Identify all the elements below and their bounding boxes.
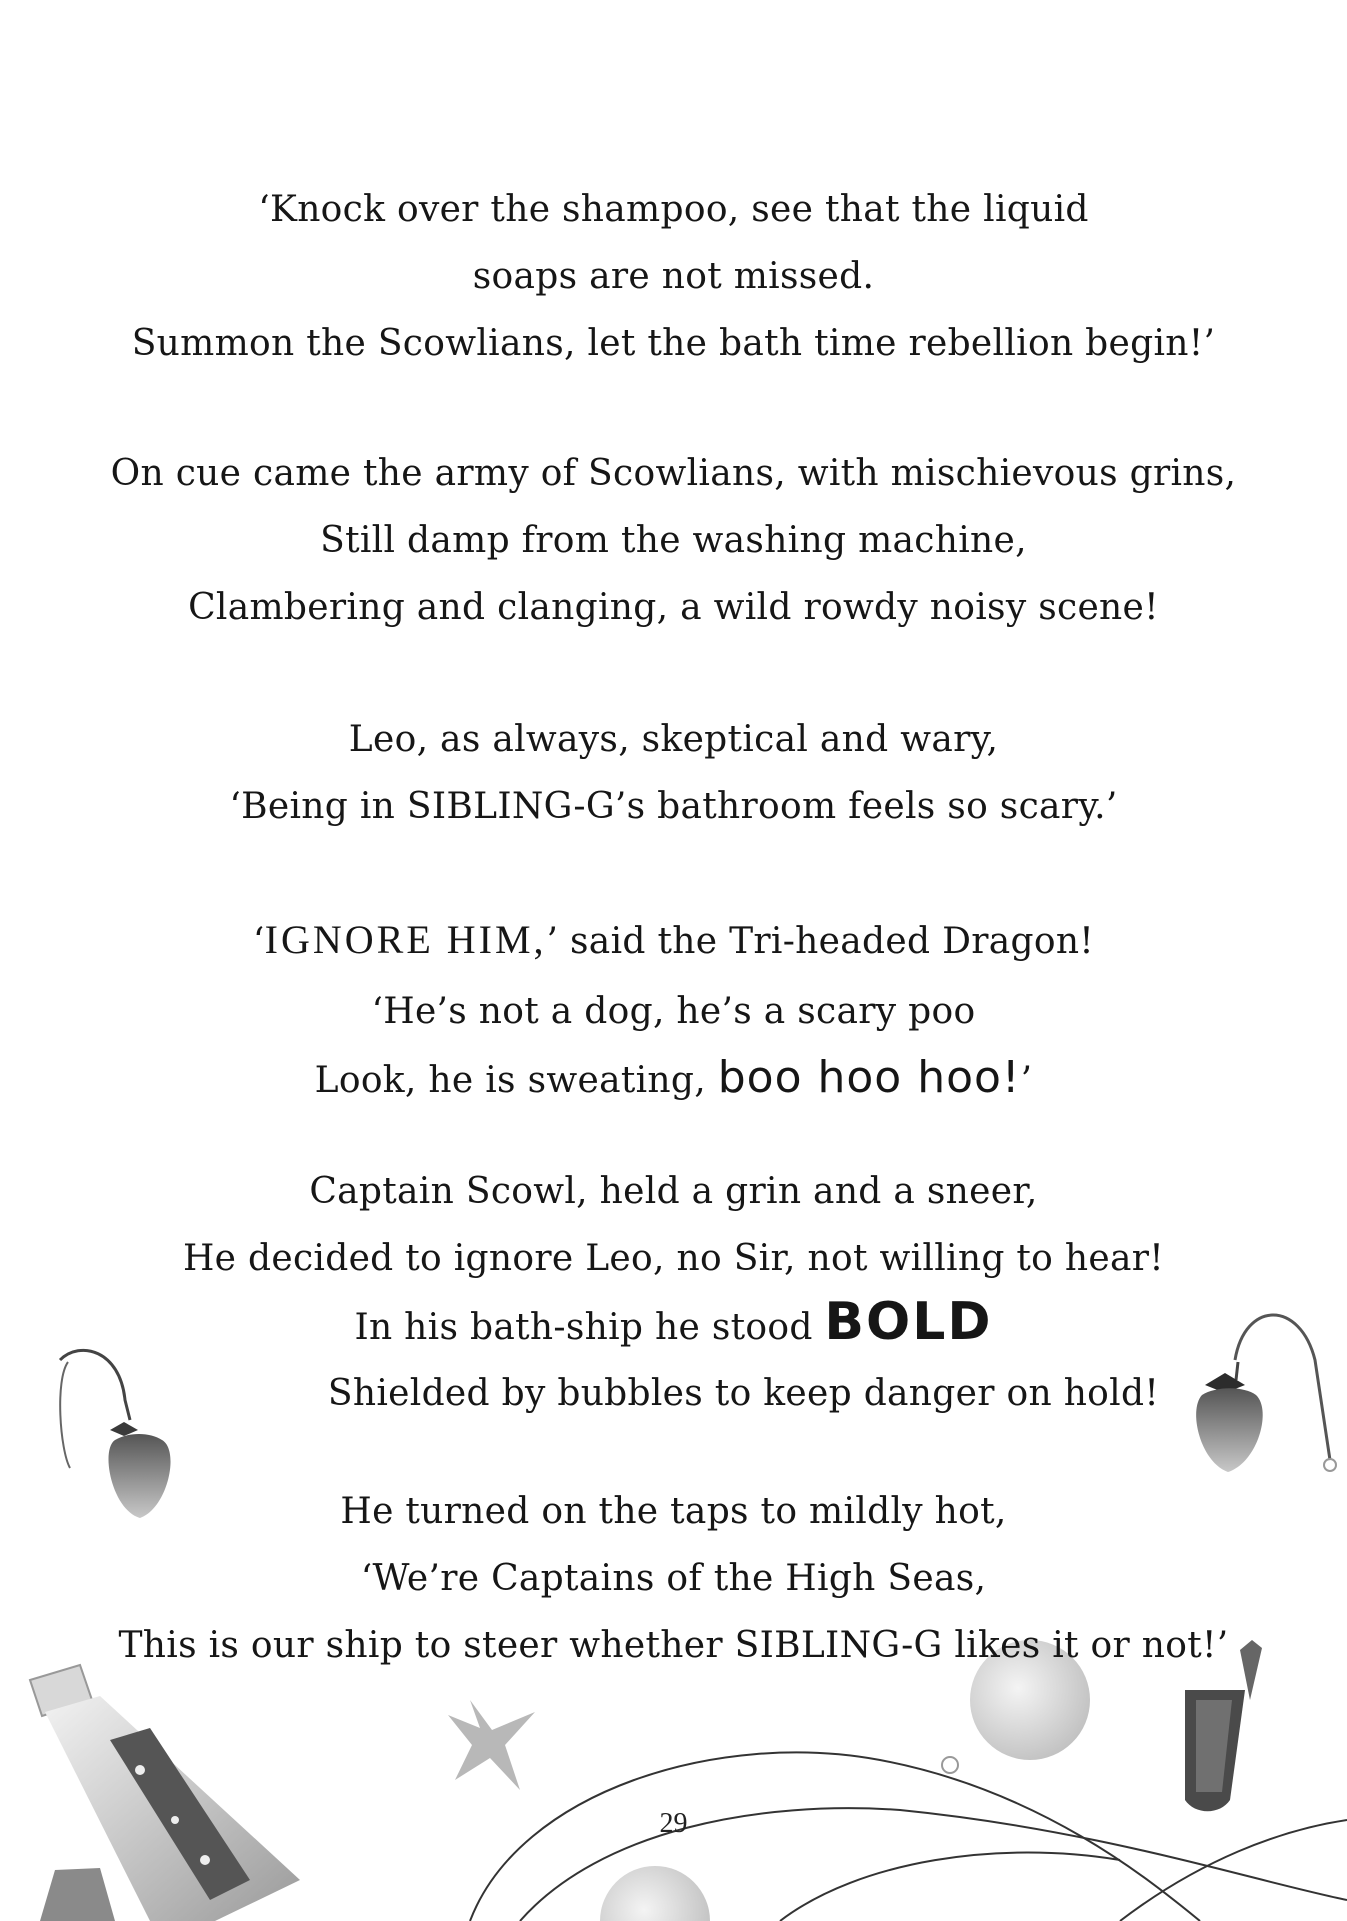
verse-line: On cue came the army of Scowlians, with mischievous grins, [110,453,1237,494]
verse-text: In his bath-ship he stood [354,1307,825,1348]
verse-line: Summon the Scowlians, let the bath time rebellion begin!’ [131,323,1216,364]
emphasis-text: boo hoo hoo! [717,1052,1021,1103]
verse-line: He decided to ignore Leo, no Sir, not willing to hear! [182,1238,1165,1279]
quote-mark: ’ [1020,1060,1033,1101]
verse-line: soaps are not missed. [472,256,875,297]
verse-line: Shielded by bubbles to keep danger on hold! [327,1373,1160,1414]
verse-line: ‘Being in SIBLING-G’s bathroom feels so scary.’ [229,786,1118,827]
brush-icon [40,1868,115,1921]
verse-line: This is our ship to steer whether SIBLING-G likes it or not!’ [118,1625,1229,1666]
quote-mark: ‘ [252,921,265,962]
verse-text: Look, he is sweating, [314,1060,718,1101]
verse-line [0,918,1347,964]
verse-line: Captain Scowl, held a grin and a sneer, [309,1171,1038,1212]
shout-text: IGNORE HIM, [264,917,547,962]
verse-line [0,1292,1347,1352]
verse-text: ’ said the Tri-headed Dragon! [546,921,1095,962]
verse-line: ‘He’s not a dog, he’s a scary poo [371,991,976,1032]
verse-line: ‘Knock over the shampoo, see that the liquid [258,189,1089,230]
verse-line: Leo, as always, skeptical and wary, [348,719,999,760]
verse-line: He turned on the taps to mildly hot, [340,1491,1007,1532]
verse-line: Still damp from the washing machine, [320,520,1027,561]
verse-line: Clambering and clanging, a wild rowdy noisy scene! [188,587,1159,628]
starfish-icon [448,1700,535,1790]
verse-line: ‘We’re Captains of the High Seas, [360,1558,987,1599]
bold-word: BOLD [824,1292,993,1352]
page-number: 29 [659,1808,688,1839]
verse-line [0,1052,1347,1103]
